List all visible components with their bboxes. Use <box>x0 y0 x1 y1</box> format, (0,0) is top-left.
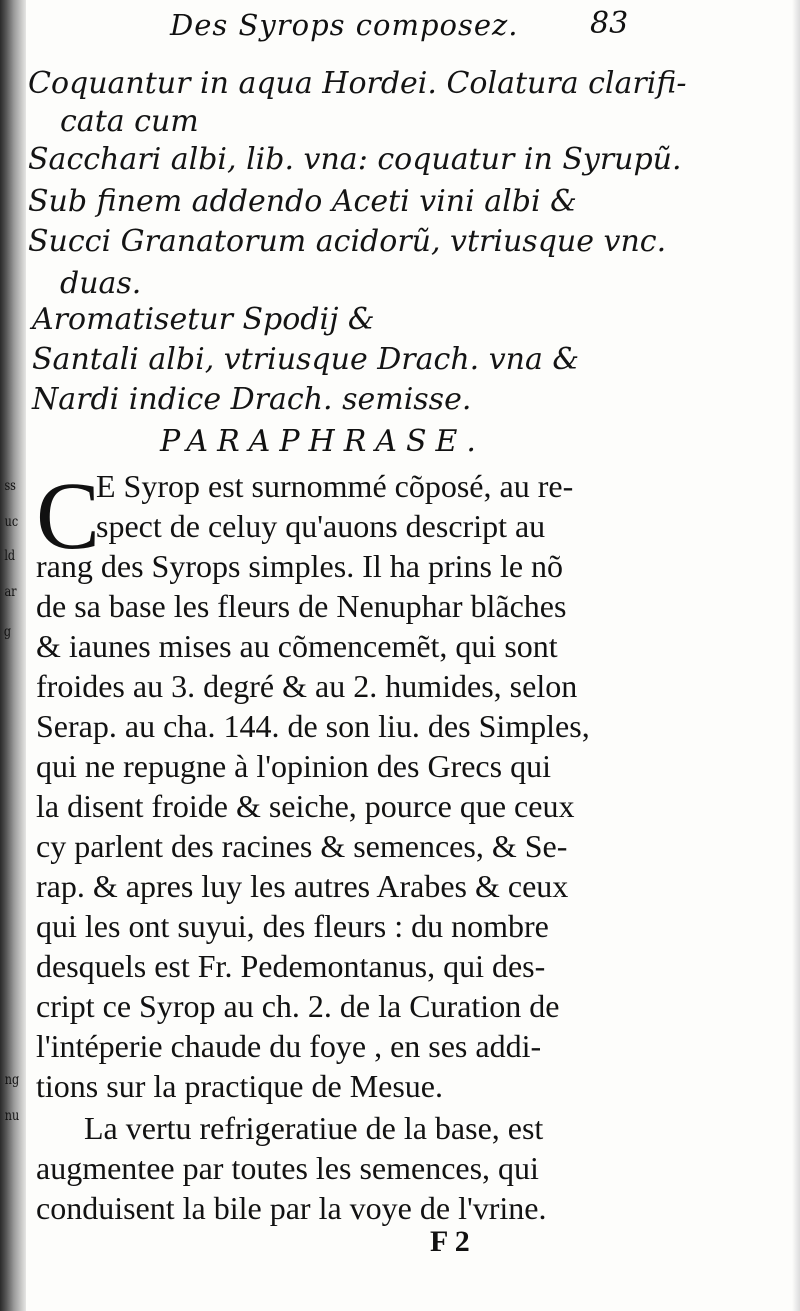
text-line: de sa base les fleurs de Nenuphar blãches <box>36 588 567 624</box>
text-line: spect de celuy qu'auons descript au <box>96 508 546 544</box>
recipe-line: Nardi indice Drach. semisse. <box>32 382 472 417</box>
recipe-line: Aromatisetur Spodij & <box>32 302 375 337</box>
text-line: froides au 3. degré & au 2. humides, selon <box>36 668 578 704</box>
gutter-mark: ar <box>4 584 17 600</box>
text-line: E Syrop est surnommé cõposé, au re- <box>96 468 574 504</box>
text-line: cy parlent des racines & semences, & Se- <box>36 828 568 864</box>
drop-cap: C <box>36 462 101 569</box>
text-line: conduisent la bile par la voye de l'vrine. <box>36 1190 547 1226</box>
text-line: Serap. au cha. 144. de son liu. des Simples, <box>36 708 590 744</box>
recipe-line: Sacchari albi, lib. vna: coquatur in Syrupũ. <box>28 142 682 177</box>
text-line: qui les ont suyui, des fleurs : du nombre <box>36 908 549 944</box>
gutter-mark: uc <box>4 514 19 530</box>
gutter-mark: ld <box>4 548 16 564</box>
recipe-line: Sub finem addendo Aceti vini albi & <box>28 184 577 219</box>
gutter-mark: nu <box>4 1108 20 1124</box>
page-gutter <box>0 0 26 1311</box>
recipe-line: Santali albi, vtriusque Drach. vna & <box>32 342 580 377</box>
gutter-mark: ng <box>4 1072 20 1088</box>
running-head: Des Syrops composez. <box>170 8 519 42</box>
recipe-line: Succi Granatorum acidorũ, vtriusque vnc. <box>28 224 667 259</box>
text-line: rap. & apres luy les autres Arabes & ceux <box>36 868 569 904</box>
page-number: 83 <box>590 6 629 41</box>
page-edge <box>792 0 800 1311</box>
text-line: l'intéperie chaude du foye , en ses addi- <box>36 1028 542 1064</box>
text-line: & iaunes mises au cõmencemẽt, qui sont <box>36 628 558 664</box>
signature-mark: F 2 <box>430 1225 470 1258</box>
text-line: qui ne repugne à l'opinion des Grecs qui <box>36 748 551 784</box>
text-line: la disent froide & seiche, pource que ceux <box>36 788 575 824</box>
text-line: desquels est Fr. Pedemontanus, qui des- <box>36 948 546 984</box>
gutter-mark: g <box>3 624 12 640</box>
gutter-mark: ss <box>4 478 16 494</box>
text-line: tions sur la practique de Mesue. <box>36 1068 443 1104</box>
text-line: cript ce Syrop au ch. 2. de la Curation de <box>36 988 560 1024</box>
text-line: augmentee par toutes les semences, qui <box>36 1150 539 1186</box>
recipe-line: Coquantur in aqua Hordei. Colatura clarifi- <box>28 66 687 101</box>
text-line: La vertu refrigeratiue de la base, est <box>84 1110 544 1146</box>
recipe-line: cata cum <box>60 104 199 139</box>
text-line: rang des Syrops simples. Il ha prins le nõ <box>36 548 564 584</box>
recipe-line: duas. <box>60 266 142 301</box>
section-heading: PARAPHRASE. <box>160 424 485 459</box>
